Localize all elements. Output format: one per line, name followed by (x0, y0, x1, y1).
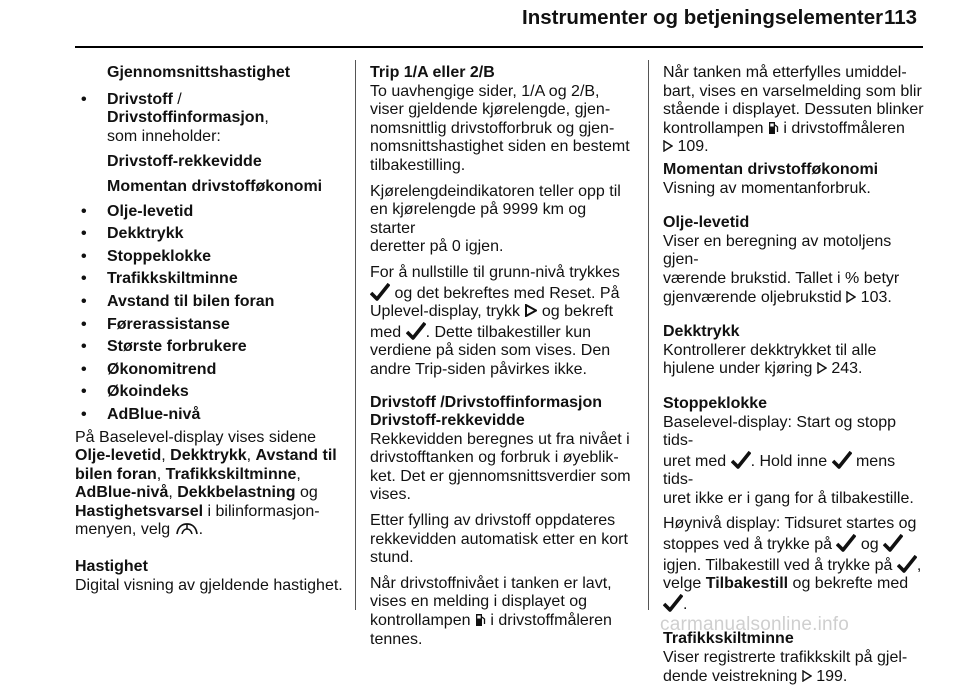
section-heading: Momentan drivstofføkonomi (663, 160, 879, 178)
watermark: carmanualsonline.info (660, 614, 850, 635)
list-item: • Avstand til bilen foran (75, 293, 347, 312)
paragraph: Baselevel-display: Start og stopp tids- uret med . Hold inne mens tids- uret ikke er i gang for å tilbakestille. (663, 413, 914, 507)
column-right (663, 64, 925, 686)
fuel-pump-icon (475, 613, 486, 627)
header-rule (75, 46, 923, 48)
checkmark-icon (832, 451, 852, 469)
checkmark-icon (731, 451, 751, 469)
list-item: • Største forbrukere (75, 338, 347, 357)
paragraph: Kjørelengdeindikatoren teller opp til en kjørelengde på 9999 km og starter deretter på 0 igjen. (370, 182, 621, 256)
paragraph: Viser en beregning av motoljens gjen- værende brukstid. Tallet i % betyr gjenværende oljebrukstid 103. (663, 232, 900, 306)
section-heading: Olje-levetid (663, 214, 750, 232)
section-heading: Hastighet (75, 558, 148, 576)
checkmark-icon (836, 534, 856, 552)
paragraph: For å nullstille til grunn-nivå trykkes og det bekreftes med Reset. På Uplevel-display, trykk og bekreft med . Dette tilbakestiller kun verdiene på siden som vises. Den andre Trip-siden påvirkes ikke. (370, 263, 620, 378)
section-heading: Drivstoff /Drivstoffinformasjon (370, 393, 603, 411)
list-item: • AdBlue-nivå (75, 406, 347, 425)
list-subitem: Momentan drivstofføkonomi (107, 177, 323, 195)
column-divider (648, 60, 649, 610)
list-item: • Stoppeklokke (75, 248, 347, 267)
checkmark-icon (370, 283, 390, 301)
list-subitem: Gjennomsnittshastighet (107, 64, 291, 81)
paragraph: På Baselevel-display vises sidene Olje-levetid, Dekktrykk, Avstand til bilen foran, Trafikkskiltminne, AdBlue-nivå, Dekkbelastning og Hastighetsvarsel i bilinformasjon- menyen, velg . (75, 428, 337, 539)
page-number: 113 (884, 6, 918, 29)
checkmark-icon (406, 322, 426, 340)
paragraph: Visning av momentanforbruk. (663, 179, 871, 197)
page-reference-icon (663, 140, 673, 152)
arrow-right-icon (524, 304, 537, 317)
list-item: • Olje-levetid (75, 203, 347, 222)
section-heading: Trip 1/A eller 2/B (370, 64, 495, 81)
list-item: • Førerassistanse (75, 316, 347, 335)
steering-wheel-icon (175, 522, 199, 536)
checkmark-icon (897, 555, 917, 573)
page-reference-icon (802, 670, 812, 682)
page-reference-icon (817, 362, 827, 374)
paragraph: Viser registrerte trafikkskilt på gjel- dende veistrekning 199. (663, 649, 908, 685)
fuel-pump-icon (768, 121, 779, 135)
paragraph: To uavhengige sider, 1/A og 2/B, viser gjeldende kjørelengde, gjen- nomsnittlig drivstofforbruk og gjen- nomsnittshastighet siden en bestemt tilbakestilling. (370, 82, 630, 174)
list-item: • Økonomitrend (75, 361, 347, 380)
list-item: • Trafikkskiltminne (75, 270, 347, 289)
column-divider (355, 60, 356, 610)
list-item: • Økoindeks (75, 383, 347, 402)
page-title: Instrumenter og betjeningselementer (522, 6, 884, 29)
paragraph: Når tanken må etterfylles umiddel- bart, vises en varselmelding som blir stående i displayet. Dessuten blinker kontrollampen i drivstoffmåleren 109. (663, 64, 924, 156)
paragraph: Etter fylling av drivstoff oppdateres rekkevidden automatisk etter en kort stund. (370, 512, 628, 567)
list-subitem: Drivstoff-rekkevidde (107, 153, 262, 171)
checkmark-icon (883, 534, 903, 552)
section-heading: Drivstoff-rekkevidde (370, 412, 525, 430)
column-middle (370, 64, 632, 649)
page-reference-icon (846, 291, 856, 303)
section-heading: Trafikkskiltminne (663, 630, 794, 648)
list-item: • Dekktrykk (75, 225, 347, 244)
list-item: • Drivstoff / Drivstoffinformasjon, som inneholder: (75, 91, 347, 147)
paragraph: Kontrollerer dekktrykket til alle hjulene under kjøring 243. (663, 341, 877, 378)
paragraph: Når drivstoffnivået i tanken er lavt, vises en melding i displayet og kontrollampen i drivstoffmåleren tennes. (370, 574, 612, 648)
checkmark-icon (663, 594, 683, 612)
section-heading: Stoppeklokke (663, 394, 768, 412)
paragraph: Rekkevidden beregnes ut fra nivået i drivstofftanken og forbruk i øyeblik- ket. Det er gjennomsnittsverdier som vises. (370, 430, 631, 504)
paragraph: Høynivå display: Tidsuret startes og stoppes ved å trykke på og igjen. Tilbakestill ved å trykke på , velge Tilbakestill og bekrefte med . (663, 515, 922, 613)
paragraph: Digital visning av gjeldende hastighet. (75, 576, 343, 594)
section-heading: Dekktrykk (663, 323, 740, 341)
column-left (75, 64, 347, 595)
